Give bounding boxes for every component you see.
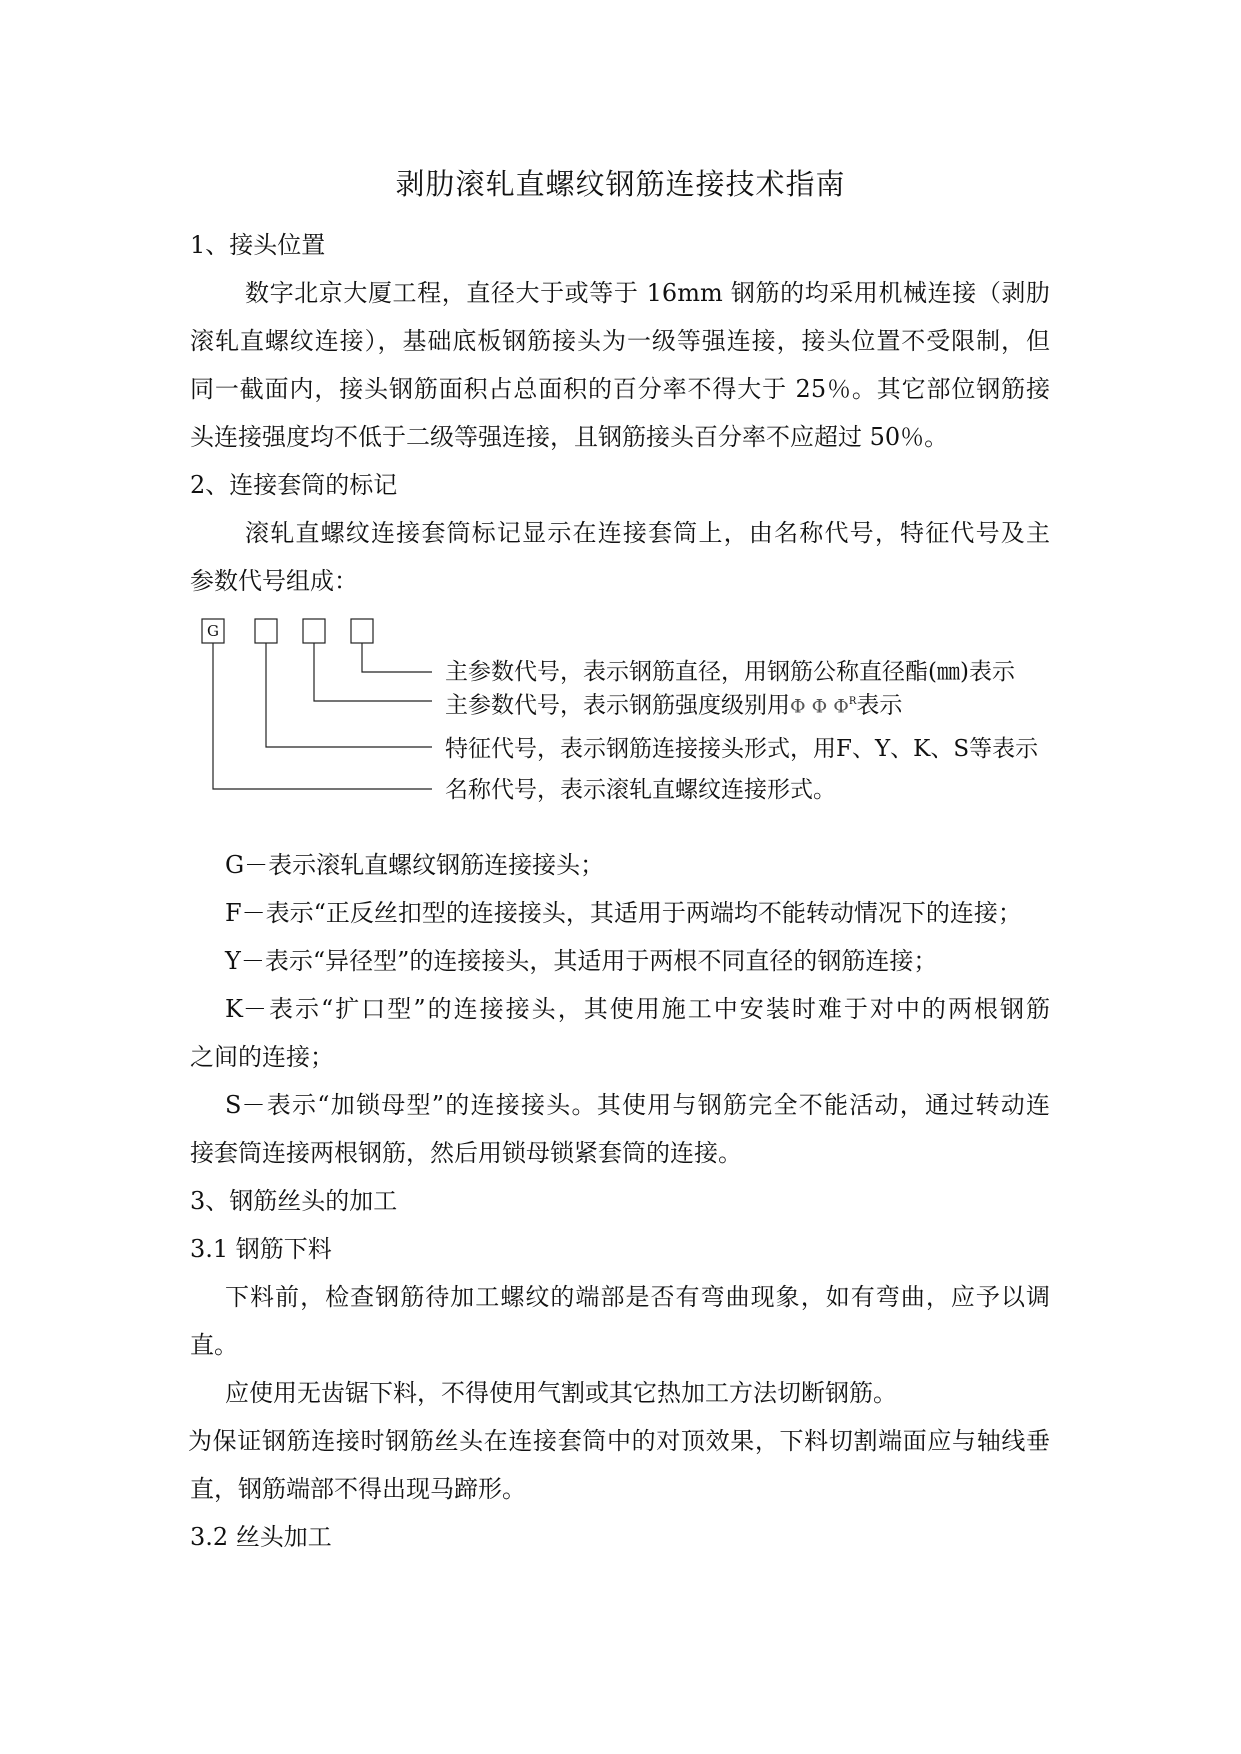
section-2-heading: 2、连接套筒的标记	[190, 471, 398, 499]
box-diameter-code	[351, 619, 373, 643]
code-s-description: S－表示“加锁母型”的连接接头。其使用与钢筋完全不能活动，通过转动连	[225, 1091, 1050, 1119]
subsection-3-2-heading: 3.2 丝头加工	[190, 1523, 332, 1551]
section-1-heading: 1、接头位置	[190, 231, 326, 259]
paragraph-line: 参数代号组成：	[190, 567, 358, 595]
box-feature-code	[255, 619, 277, 643]
subsection-3-1-heading: 3.1 钢筋下料	[190, 1235, 332, 1263]
diagram-label-grade	[445, 688, 902, 721]
paragraph-line: 同一截面内，接头钢筋面积占总面积的百分率不得大于 25％。其它部位钢筋接	[190, 375, 1050, 403]
paragraph-line: 头连接强度均不低于二级等强连接，且钢筋接头百分率不应超过 50％。	[190, 423, 949, 451]
diagram-label-grade-text: 主参数代号，表示钢筋强度级别用	[445, 692, 790, 719]
strength-grade-superscript: R	[848, 696, 857, 707]
paragraph-line: 应使用无齿锯下料，不得使用气割或其它热加工方法切断钢筋。	[225, 1379, 897, 1407]
paragraph-line: 数字北京大厦工程，直径大于或等于 16mm 钢筋的均采用机械连接（剥肋	[245, 279, 1050, 307]
paragraph-line: 滚轧直螺纹连接），基础底板钢筋接头为一级等强连接，接头位置不受限制，但	[190, 327, 1050, 355]
code-f-description: F－表示“正反丝扣型的连接接头，其适用于两端均不能转动情况下的连接；	[225, 899, 1022, 927]
paragraph-line: 为保证钢筋连接时钢筋丝头在连接套筒中的对顶效果，下料切割端面应与轴线垂	[188, 1427, 1050, 1455]
paragraph-line: 滚轧直螺纹连接套筒标记显示在连接套筒上，由名称代号，特征代号及主	[245, 519, 1050, 547]
leader-line-grade	[314, 643, 432, 701]
leader-line-diameter	[362, 643, 432, 672]
leader-line-feature	[266, 643, 432, 747]
section-3-heading: 3、钢筋丝头的加工	[190, 1187, 398, 1215]
diagram-label-diameter: 主参数代号，表示钢筋直径，用钢筋公称直径酯(㎜)表示	[445, 659, 1015, 685]
paragraph-line: 之间的连接；	[190, 1043, 334, 1071]
box-g-label: G	[207, 622, 219, 640]
paragraph-line: 接套筒连接两根钢筋，然后用锁母锁紧套筒的连接。	[190, 1139, 742, 1167]
diagram-label-grade-tail: 表示	[856, 692, 903, 719]
document-title: 剥肋滚轧直螺纹钢筋连接技术指南	[395, 167, 846, 201]
diagram-label-feature: 特征代号，表示钢筋连接接头形式，用F、Y、K、S等表示	[445, 736, 1039, 762]
leader-line-name	[213, 643, 432, 789]
box-grade-code	[303, 619, 325, 643]
paragraph-line: 直，钢筋端部不得出现马蹄形。	[190, 1475, 526, 1503]
strength-grade-symbols: Φ Φ Φ	[790, 695, 849, 718]
code-k-description: K－表示“扩口型”的连接接头，其使用施工中安装时难于对中的两根钢筋	[225, 995, 1050, 1023]
paragraph-line: 下料前，检查钢筋待加工螺纹的端部是否有弯曲现象，如有弯曲，应予以调	[225, 1283, 1050, 1311]
code-y-description: Y－表示“异径型”的连接接头，其适用于两根不同直径的钢筋连接；	[225, 947, 938, 975]
paragraph-line: 直。	[190, 1331, 238, 1359]
diagram-label-name: 名称代号，表示滚轧直螺纹连接形式。	[445, 777, 836, 803]
code-g-description: G－表示滚轧直螺纹钢筋连接接头；	[225, 851, 605, 879]
